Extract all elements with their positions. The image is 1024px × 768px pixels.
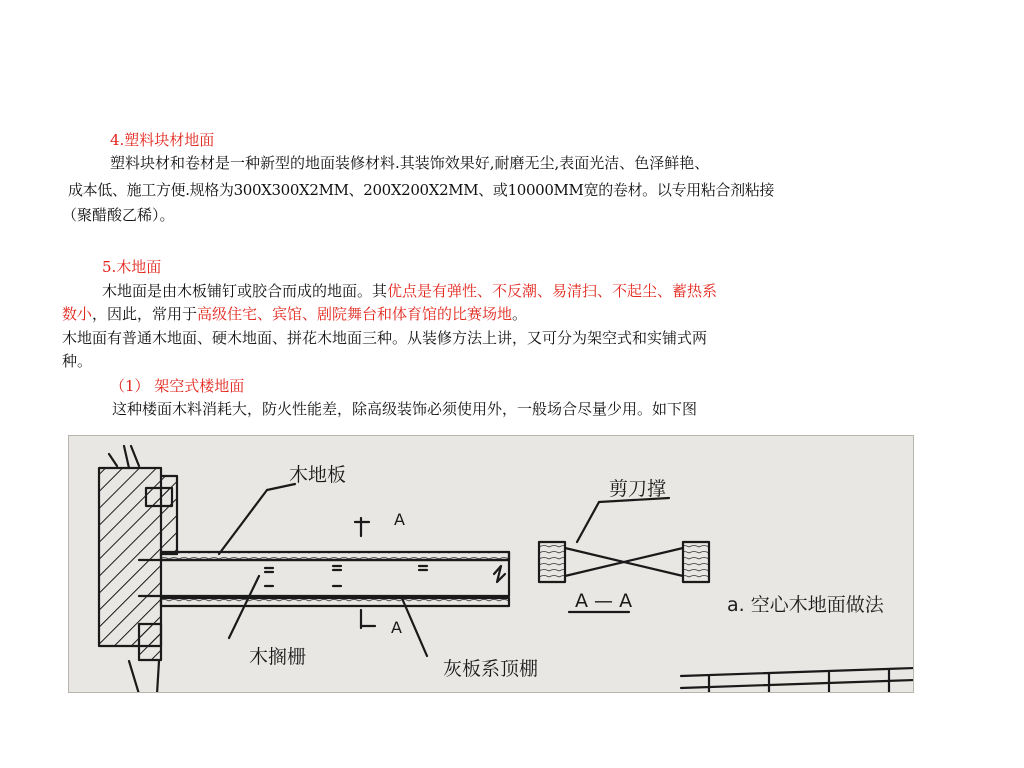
- section-5-line-2-text: ，因此，常用于: [92, 305, 198, 323]
- floorboard-strip: [161, 552, 509, 560]
- subsection-1-heading: （1） 架空式楼地面: [110, 377, 245, 395]
- section-4-paragraph-line-2: 成本低、施工方便.规格为300X300X2MM、200X200X2MM、或10000MM宽的卷材。以专用粘合剂粘接: [68, 181, 775, 199]
- label-ceiling: 灰板系顶棚: [443, 658, 539, 680]
- subsection-1-paragraph: 这种楼面木料消耗大，防火性能差，除高级装饰必须使用外，一般场合尽量少用。如下图: [112, 400, 698, 418]
- section-5-advantages: 优点是有弹性、不反潮、易清扫、不起尘、蓄热系: [387, 282, 718, 300]
- section-5-line-2: [62, 303, 527, 325]
- section-4-paragraph-line-1: 塑料块材和卷材是一种新型的地面装修材料.其装饰效果好,耐磨无尘,表面光洁、色泽鲜艳、: [110, 154, 710, 172]
- label-caption: a. 空心木地面做法: [727, 594, 884, 616]
- joist-body: [139, 560, 509, 596]
- label-scissor-brace: 剪刀撑: [609, 478, 667, 500]
- section-5-heading: 5.木地面: [102, 258, 162, 276]
- label-section-a-top: A: [394, 510, 405, 529]
- section-4-paragraph-line-3: （聚醋酸乙稀）。: [62, 206, 175, 224]
- section-5-advantages-end: 数小: [62, 305, 93, 323]
- label-joist: 木搁栅: [249, 646, 307, 668]
- section-5-line-1-text: 木地面是由木板铺钉或胶合而成的地面。其: [102, 282, 388, 300]
- section-5-line-1: [102, 280, 717, 302]
- label-section-a-bottom: A: [391, 618, 402, 637]
- section-4-heading: 4.塑料块材地面: [110, 131, 215, 149]
- scissor-brace-lines: [565, 548, 683, 576]
- section-5-line-4: 种。: [62, 352, 93, 370]
- section-5-line-2-end: 。: [512, 305, 528, 323]
- section-5-usage: 高级住宅、宾馆、剧院舞台和体育馆的比赛场地: [197, 305, 513, 323]
- label-section-aa: A — A: [575, 590, 633, 612]
- wood-floor-diagram: [68, 435, 914, 693]
- section-5-line-3: 木地面有普通木地面、硬木地面、拼花木地面三种。从装修方法上讲，又可分为架空式和实铺式两: [62, 329, 708, 347]
- ceiling-strip: [161, 598, 509, 606]
- label-floorboard: 木地板: [289, 464, 347, 486]
